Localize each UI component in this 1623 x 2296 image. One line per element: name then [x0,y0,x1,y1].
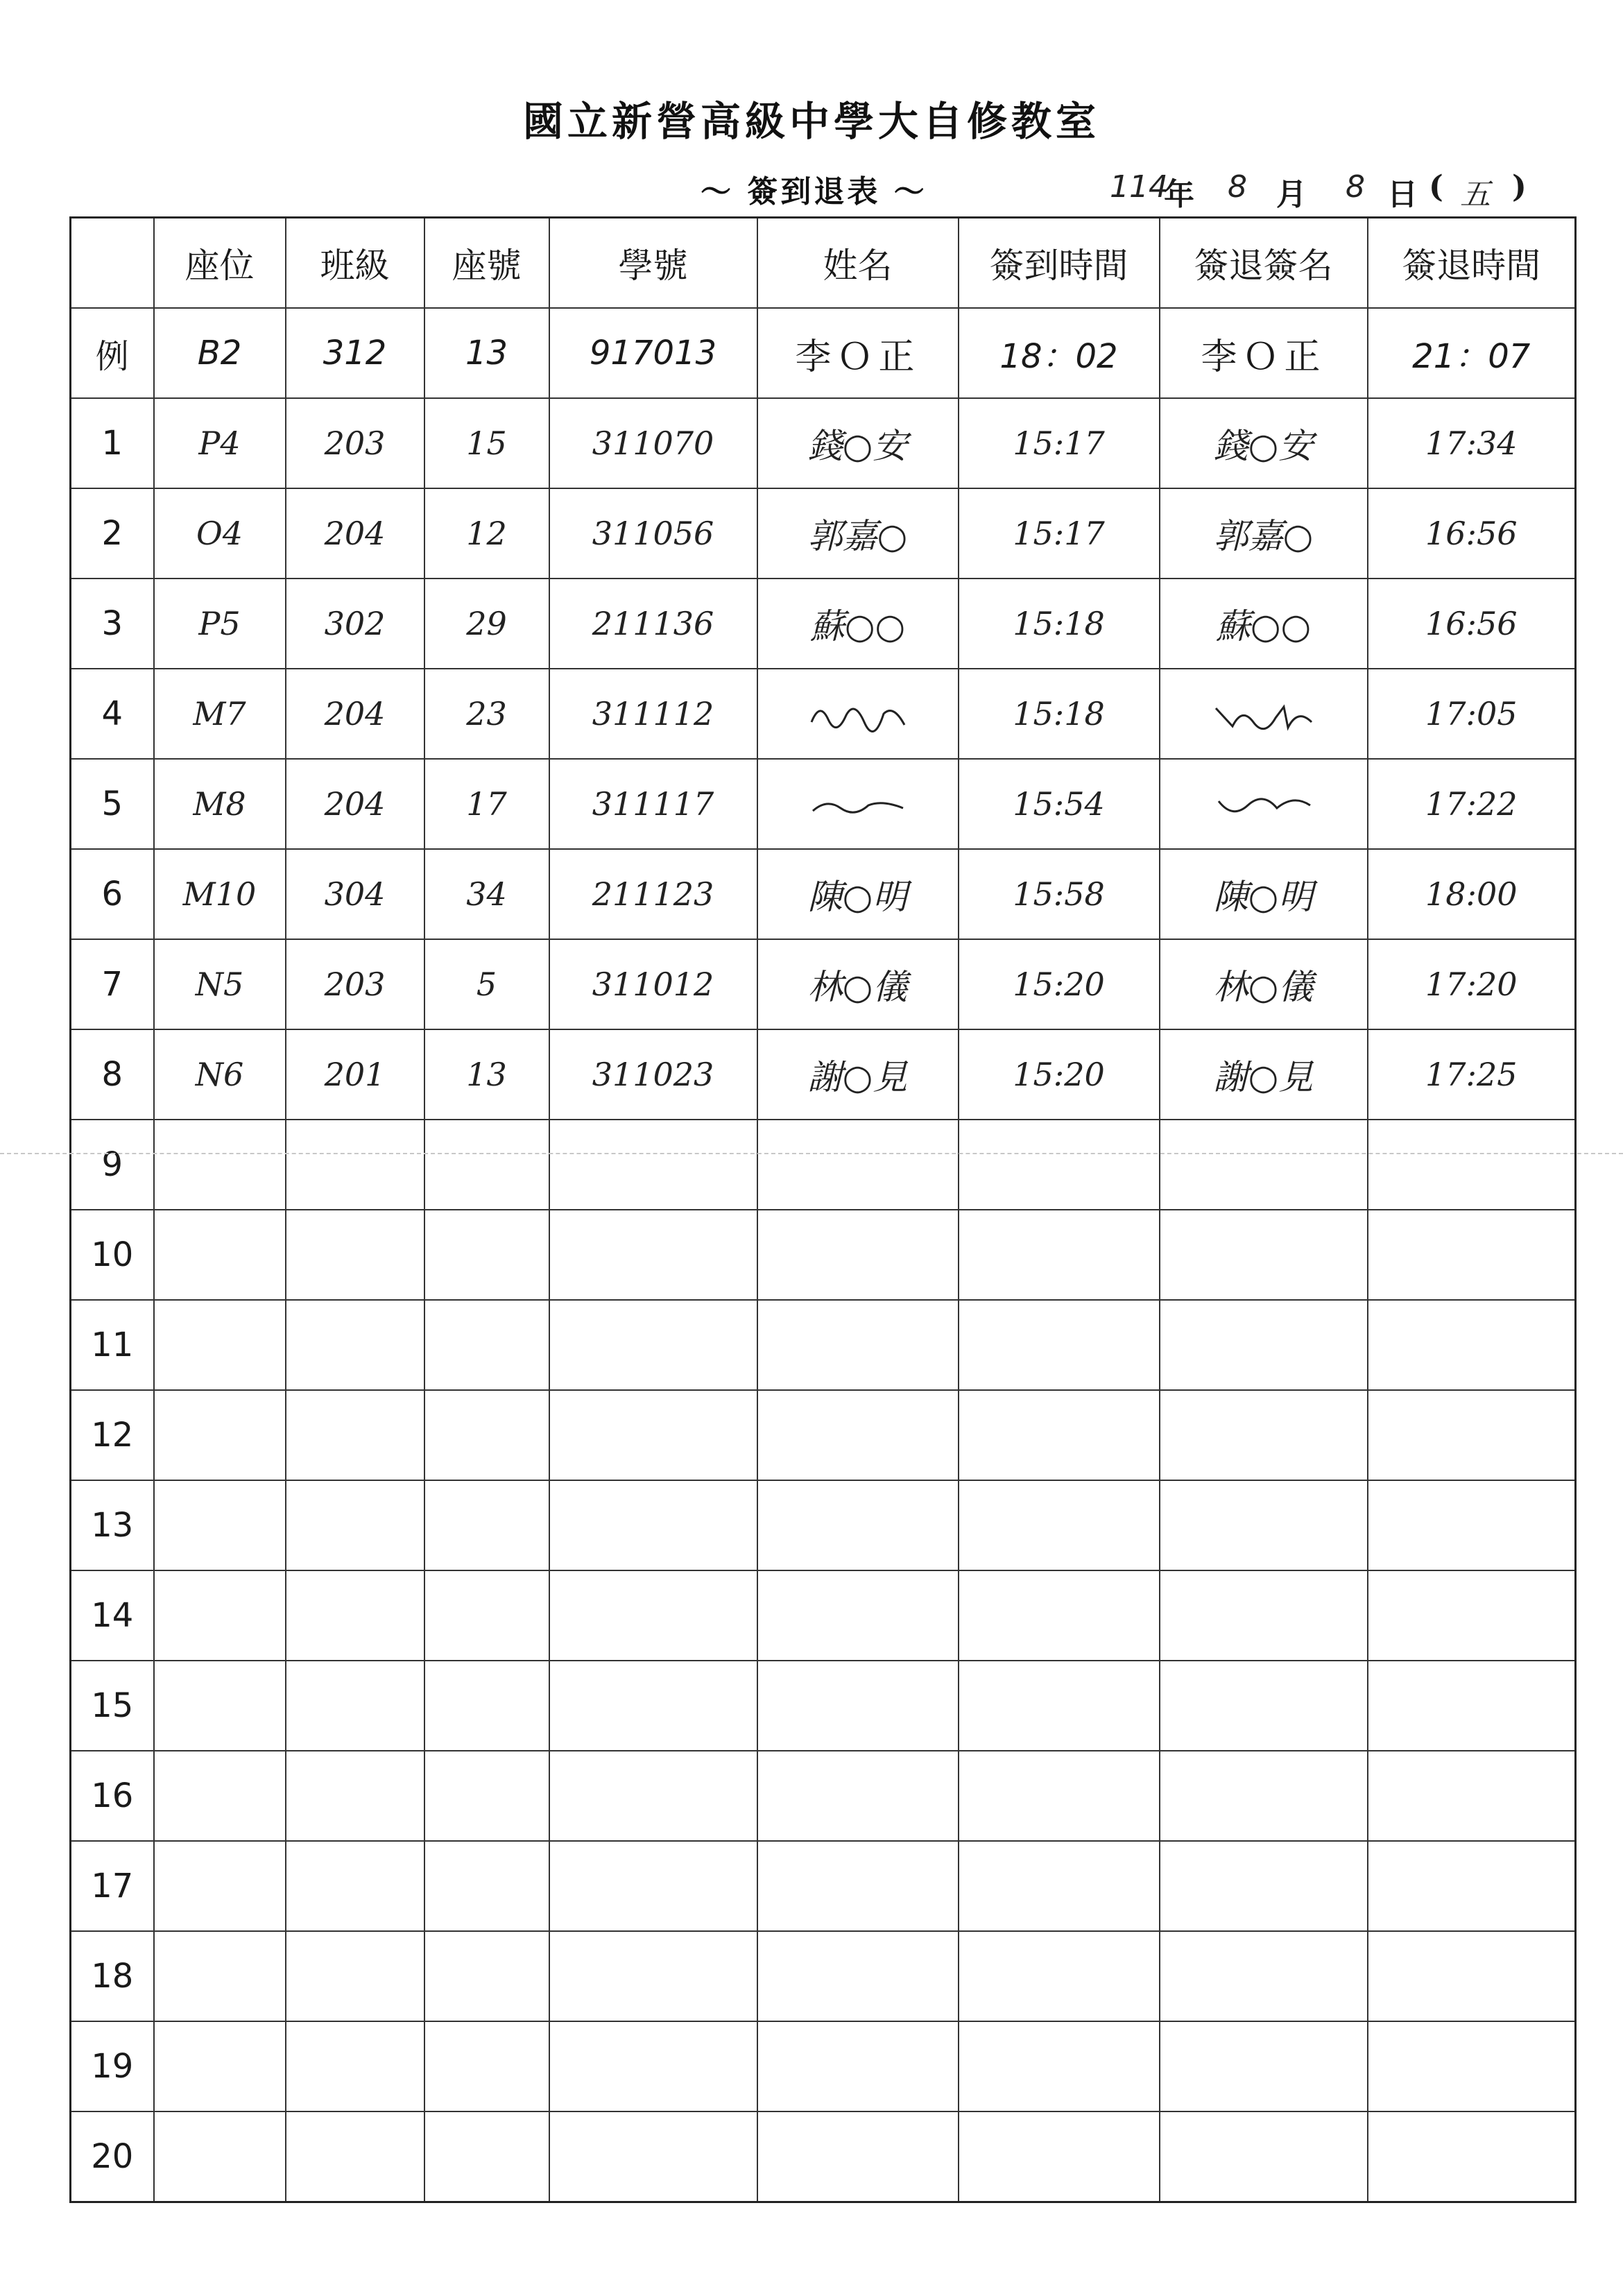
class-input[interactable] [286,2111,424,2202]
table-row [71,488,1576,579]
sign-in-input[interactable] [959,2111,1160,2202]
row-number: 11 [71,1300,154,1390]
empty-row [71,2111,1576,2202]
col-header-class: 班級 [286,218,424,309]
sign-in-cell: 15:17 [959,398,1160,488]
seat-number-cell: 34 [424,849,549,939]
class-input[interactable] [286,1480,424,1570]
sign-out-input[interactable] [1368,2021,1576,2111]
seat-number-input[interactable] [424,1300,549,1390]
row-number: 16 [71,1751,154,1841]
seat-number-cell: 15 [424,398,549,488]
student-id-cell: 311012 [549,939,757,1029]
seat-number-cell: 29 [424,579,549,669]
col-header-sign-out-time: 簽退時間 [1368,218,1576,309]
student-id-input[interactable] [549,1480,757,1570]
seat-input[interactable] [154,1931,286,2021]
class-input[interactable] [286,1210,424,1300]
student-id-cell: 311112 [549,669,757,759]
example-name: 李Ｏ正 [757,308,959,398]
sign-in-input[interactable] [959,1931,1160,2021]
date-weekday-close: ) [1512,169,1527,205]
class-cell: 201 [286,1029,424,1120]
row-number: 1 [71,398,154,488]
class-cell: 203 [286,939,424,1029]
seat-number-cell: 12 [424,488,549,579]
name-cell: 錢○安 [757,398,959,488]
col-header-sign-out-name: 簽退簽名 [1160,218,1368,309]
student-id-cell: 311056 [549,488,757,579]
signature-scribble-icon [1212,785,1316,826]
name-input[interactable] [757,1931,959,2021]
sign-in-table [69,216,1577,2203]
class-cell: 204 [286,669,424,759]
sign-out-input[interactable] [1368,1661,1576,1751]
sign-out-name-cell: 錢○安 [1160,398,1368,488]
sign-out-input[interactable] [1368,1841,1576,1931]
name-cell: 謝○見 [757,1029,959,1120]
name-cell: 陳○明 [757,849,959,939]
student-id-input[interactable] [549,2111,757,2202]
row-number: 18 [71,1931,154,2021]
seat-number-input[interactable] [424,1390,549,1480]
seat-cell: O4 [154,488,286,579]
seat-cell: M8 [154,759,286,849]
sign-out-cell: 17:34 [1368,398,1576,488]
seat-cell: P4 [154,398,286,488]
class-input[interactable] [286,1570,424,1661]
empty-row [71,1210,1576,1300]
col-header-sign-in-time: 簽到時間 [959,218,1160,309]
name-signature-scribble [757,669,959,759]
sign-in-input[interactable] [959,1480,1160,1570]
sign-out-name-input[interactable] [1160,1120,1368,1210]
sign-in-input[interactable] [959,1390,1160,1480]
name-input[interactable] [757,1480,959,1570]
sign-in-input[interactable] [959,1570,1160,1661]
row-number: 12 [71,1390,154,1480]
sign-out-name-input[interactable] [1160,1210,1368,1300]
student-id-input[interactable] [549,1210,757,1300]
example-class: 312 [286,308,424,398]
date-weekday: 五 [1460,177,1491,212]
row-number: 7 [71,939,154,1029]
col-header-student-id: 學號 [549,218,757,309]
seat-number-input[interactable] [424,1120,549,1210]
name-input[interactable] [757,1300,959,1390]
class-input[interactable] [286,1931,424,2021]
name-input[interactable] [757,1841,959,1931]
sign-out-name-input[interactable] [1160,1931,1368,2021]
student-id-input[interactable] [549,1390,757,1480]
sign-in-cell: 15:18 [959,669,1160,759]
seat-input[interactable] [154,1390,286,1480]
student-id-input[interactable] [549,2021,757,2111]
sign-out-name-input[interactable] [1160,1390,1368,1480]
sign-out-name-cell: 陳○明 [1160,849,1368,939]
name-cell: 林○儀 [757,939,959,1029]
sign-out-name-cell: 林○儀 [1160,939,1368,1029]
name-cell: 郭嘉○ [757,488,959,579]
sign-out-name-input[interactable] [1160,1570,1368,1661]
date-month: 8 [1228,169,1247,205]
name-input[interactable] [757,1390,959,1480]
sign-out-input[interactable] [1368,1931,1576,2021]
table-row [71,669,1576,759]
seat-input[interactable] [154,1210,286,1300]
class-cell: 302 [286,579,424,669]
seat-input[interactable] [154,1661,286,1751]
sign-in-input[interactable] [959,1300,1160,1390]
row-number: 20 [71,2111,154,2202]
sign-out-cell: 17:25 [1368,1029,1576,1120]
student-id-input[interactable] [549,1661,757,1751]
sign-out-input[interactable] [1368,1390,1576,1480]
class-input[interactable] [286,1390,424,1480]
row-number: 10 [71,1210,154,1300]
sign-out-name-input[interactable] [1160,1751,1368,1841]
class-input[interactable] [286,1300,424,1390]
sign-out-cell: 18:00 [1368,849,1576,939]
class-input[interactable] [286,1841,424,1931]
example-student-id: 917013 [549,308,757,398]
signature-scribble-icon [806,694,910,736]
sign-in-input[interactable] [959,1120,1160,1210]
empty-row [71,1751,1576,1841]
sign-out-input[interactable] [1368,1120,1576,1210]
sign-in-cell: 15:54 [959,759,1160,849]
sign-out-cell: 16:56 [1368,488,1576,579]
row-number: 3 [71,579,154,669]
sign-out-input[interactable] [1368,2111,1576,2202]
student-id-cell: 311117 [549,759,757,849]
class-cell: 203 [286,398,424,488]
student-id-cell: 211123 [549,849,757,939]
name-input[interactable] [757,1570,959,1661]
date-year: 114 [1110,169,1168,205]
sign-out-signature-scribble [1160,759,1368,849]
seat-cell: P5 [154,579,286,669]
col-header-number [71,218,154,309]
sign-in-input[interactable] [959,1751,1160,1841]
example-label: 例 [71,308,154,398]
page-title: 國立新營高級中學大自修教室 [522,98,1100,145]
table-row [71,849,1576,939]
seat-number-cell: 13 [424,1029,549,1120]
seat-number-cell: 17 [424,759,549,849]
name-input[interactable] [757,2111,959,2202]
header-row [71,218,1576,309]
empty-row [71,1390,1576,1480]
table-row [71,1029,1576,1120]
sign-in-cell: 15:20 [959,1029,1160,1120]
seat-number-input[interactable] [424,1751,549,1841]
seat-number-input[interactable] [424,2111,549,2202]
example-row [71,308,1576,398]
sign-out-input[interactable] [1368,1751,1576,1841]
sign-out-cell: 16:56 [1368,579,1576,669]
table-row [71,939,1576,1029]
form-subtitle: ～ 簽到退表 ～ [701,174,927,209]
sign-out-name-input[interactable] [1160,1661,1368,1751]
empty-row [71,1570,1576,1661]
class-input[interactable] [286,1751,424,1841]
seat-input[interactable] [154,1300,286,1390]
example-sign-out: 21：07 [1368,308,1576,398]
date-day-unit: 日 [1387,177,1418,212]
sign-out-name-cell: 郭嘉○ [1160,488,1368,579]
student-id-input[interactable] [549,1300,757,1390]
name-input[interactable] [757,1210,959,1300]
col-header-seat-number: 座號 [424,218,549,309]
seat-input[interactable] [154,1480,286,1570]
student-id-cell: 311023 [549,1029,757,1120]
sign-out-name-cell: 蘇○○ [1160,579,1368,669]
seat-number-input[interactable] [424,1480,549,1570]
empty-row [71,2021,1576,2111]
row-number: 4 [71,669,154,759]
seat-input[interactable] [154,1751,286,1841]
table-row [71,759,1576,849]
seat-input[interactable] [154,1570,286,1661]
student-id-input[interactable] [549,1931,757,2021]
empty-row [71,1300,1576,1390]
student-id-input[interactable] [549,1751,757,1841]
signature-scribble-icon [1212,694,1316,736]
example-sign-in: 18：02 [959,308,1160,398]
subtitle-row [0,166,1623,222]
sign-out-name-input[interactable] [1160,1841,1368,1931]
seat-number-cell: 23 [424,669,549,759]
name-input[interactable] [757,2021,959,2111]
sign-in-input[interactable] [959,1210,1160,1300]
example-seat: B2 [154,308,286,398]
student-id-cell: 311070 [549,398,757,488]
row-number: 8 [71,1029,154,1120]
student-id-cell: 211136 [549,579,757,669]
sign-out-name-input[interactable] [1160,1300,1368,1390]
date-field [1110,166,1554,222]
sign-out-input[interactable] [1368,1570,1576,1661]
col-header-name: 姓名 [757,218,959,309]
student-id-input[interactable] [549,1570,757,1661]
scan-fold-line [0,1153,1623,1154]
class-input[interactable] [286,1661,424,1751]
seat-cell: N5 [154,939,286,1029]
seat-number-cell: 5 [424,939,549,1029]
seat-input[interactable] [154,2021,286,2111]
date-day: 8 [1346,169,1365,205]
empty-row [71,1120,1576,1210]
row-number: 5 [71,759,154,849]
col-header-seat: 座位 [154,218,286,309]
row-number: 13 [71,1480,154,1570]
date-month-unit: 月 [1276,177,1307,212]
empty-row [71,1931,1576,2021]
sign-in-cell: 15:17 [959,488,1160,579]
seat-number-input[interactable] [424,1210,549,1300]
table-row [71,398,1576,488]
student-id-input[interactable] [549,1841,757,1931]
signature-scribble-icon [806,785,910,826]
sign-out-name-input[interactable] [1160,1480,1368,1570]
sign-in-cell: 15:18 [959,579,1160,669]
sign-out-input[interactable] [1368,1210,1576,1300]
sign-in-cell: 15:58 [959,849,1160,939]
date-weekday-open: ( [1429,169,1443,205]
seat-input[interactable] [154,2111,286,2202]
sign-out-name-cell: 謝○見 [1160,1029,1368,1120]
sign-in-input[interactable] [959,2021,1160,2111]
row-number: 15 [71,1661,154,1751]
empty-row [71,1480,1576,1570]
sign-out-name-input[interactable] [1160,2021,1368,2111]
class-input[interactable] [286,2021,424,2111]
date-year-unit: 年 [1164,177,1194,212]
class-cell: 204 [286,759,424,849]
seat-number-input[interactable] [424,1931,549,2021]
seat-cell: N6 [154,1029,286,1120]
name-input[interactable] [757,1120,959,1210]
table-row [71,579,1576,669]
row-number: 9 [71,1120,154,1210]
row-number: 19 [71,2021,154,2111]
sign-out-cell: 17:05 [1368,669,1576,759]
class-cell: 204 [286,488,424,579]
sign-in-cell: 15:20 [959,939,1160,1029]
class-input[interactable] [286,1120,424,1210]
empty-row [71,1661,1576,1751]
seat-cell: M7 [154,669,286,759]
row-number: 6 [71,849,154,939]
name-signature-scribble [757,759,959,849]
sign-in-input[interactable] [959,1841,1160,1931]
sign-in-input[interactable] [959,1661,1160,1751]
sign-out-cell: 17:20 [1368,939,1576,1029]
sign-out-input[interactable] [1368,1300,1576,1390]
example-sign-out-name: 李Ｏ正 [1160,308,1368,398]
row-number: 17 [71,1841,154,1931]
seat-cell: M10 [154,849,286,939]
row-number: 14 [71,1570,154,1661]
class-cell: 304 [286,849,424,939]
name-input[interactable] [757,1661,959,1751]
sign-out-input[interactable] [1368,1480,1576,1570]
name-cell: 蘇○○ [757,579,959,669]
sign-out-cell: 17:22 [1368,759,1576,849]
seat-number-input[interactable] [424,1570,549,1661]
seat-input[interactable] [154,1120,286,1210]
sign-out-name-input[interactable] [1160,2111,1368,2202]
seat-number-input[interactable] [424,1661,549,1751]
seat-input[interactable] [154,1841,286,1931]
seat-number-input[interactable] [424,2021,549,2111]
empty-row [71,1841,1576,1931]
seat-number-input[interactable] [424,1841,549,1931]
student-id-input[interactable] [549,1120,757,1210]
example-seat-number: 13 [424,308,549,398]
sign-out-signature-scribble [1160,669,1368,759]
name-input[interactable] [757,1751,959,1841]
row-number: 2 [71,488,154,579]
